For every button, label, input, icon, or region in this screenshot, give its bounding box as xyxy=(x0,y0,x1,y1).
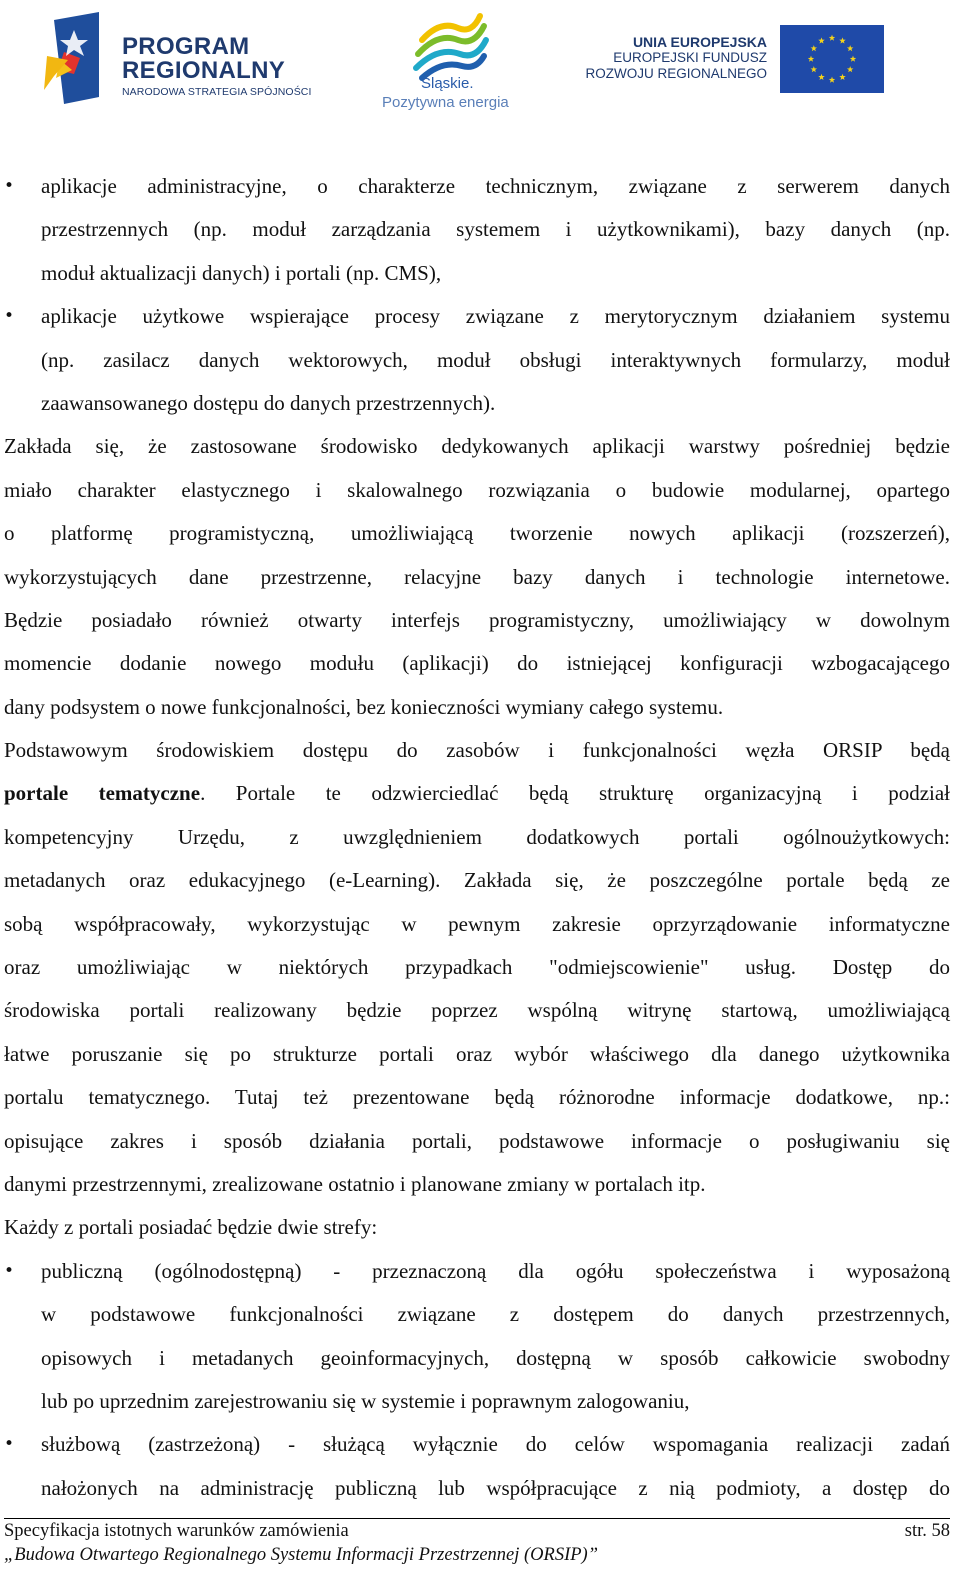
text-line xyxy=(4,1423,950,1466)
line-text: Będzie posiadało również otwarty interfejs programistyczny, umożliwiający w dowolnym xyxy=(4,607,950,632)
text-line xyxy=(4,556,950,599)
line-text: w podstawowe funkcjonalności związane z dostępem do danych przestrzennych, xyxy=(41,1302,950,1327)
footer-project-title: „Budowa Otwartego Regionalnego Systemu Informacji Przestrzennej (ORSIP)” xyxy=(4,1545,598,1565)
bullet-icon: • xyxy=(4,1434,15,1455)
bullet-icon: • xyxy=(4,176,15,196)
page-footer xyxy=(4,1518,950,1567)
text-line xyxy=(4,1293,950,1336)
text-line xyxy=(4,859,950,902)
text-line xyxy=(4,339,950,382)
line-text: służbową (zastrzeżoną) - służącą wyłącznie do celów wspomagania realizacji zadań xyxy=(41,1432,950,1457)
text-line xyxy=(4,1206,950,1249)
line-text: miało charakter elastycznego i skalowalnego rozwiązania o budowie modularnej, opartego xyxy=(4,477,950,502)
line-text: aplikacje użytkowe wspierające procesy związane z merytorycznym działaniem systemu xyxy=(41,304,950,329)
text-line xyxy=(4,1250,950,1293)
eu-fund-label-2: ROZWOJU REGIONALNEGO xyxy=(585,66,767,81)
line-text: opisowych i metadanych geoinformacyjnych, dostępną w sposób całkowicie swobodny xyxy=(41,1345,950,1370)
line-text: o platformę programistyczną, umożliwiającą tworzenie nowych aplikacji (rozszerzeń), xyxy=(4,521,950,546)
text-line xyxy=(4,1380,950,1423)
eu-flag-icon xyxy=(780,25,884,93)
line-text: oraz umożliwiając w niektórych przypadkach "odmiejscowienie" usług. Dostęp do xyxy=(4,955,950,980)
line-text: lub po uprzednim zarejestrowaniu się w systemie i poprawnym zalogowaniu, xyxy=(41,1388,690,1413)
line-text: Podstawowym środowiskiem dostępu do zasobów i funkcjonalności węzła ORSIP będą xyxy=(4,738,950,763)
text-line xyxy=(4,382,950,425)
bold-term: portale tematyczne xyxy=(4,781,201,806)
page-header xyxy=(0,0,960,125)
text-line xyxy=(4,1076,950,1119)
line-text: moduł aktualizacji danych) i portali (np. CMS), xyxy=(41,260,442,285)
line-text: aplikacje administracyjne, o charakterze technicznym, związane z serwerem danych xyxy=(41,174,950,198)
text-line xyxy=(4,946,950,989)
text-line xyxy=(4,772,950,815)
text-line xyxy=(4,989,950,1032)
text-line xyxy=(4,165,950,208)
line-text: sobą współpracowały, wykorzystując w pewnym zakresie oprzyrządowanie informatyczne xyxy=(4,911,950,936)
text-line xyxy=(4,642,950,685)
program-regionalny-text xyxy=(122,35,312,99)
bullet-icon: • xyxy=(4,1260,15,1281)
line-text: zaawansowanego dostępu do danych przestrzennych). xyxy=(41,390,496,415)
line-text: przestrzennych (np. moduł zarządzania systemem i użytkownikami), bazy danych (np. xyxy=(41,217,950,242)
document-body xyxy=(4,165,950,1510)
eu-union-label: UNIA EUROPEJSKA xyxy=(632,34,767,50)
line-text: wykorzystujących dane przestrzenne, relacyjne bazy danych i technologie internetowe. xyxy=(4,564,950,589)
line-text: dany podsystem o nowe funkcjonalności, bez konieczności wymiany całego systemu. xyxy=(4,694,724,719)
text-line xyxy=(4,1033,950,1076)
line-text: środowiska portali realizowany będzie poprzez wspólną witrynę startową, umożliwiającą xyxy=(4,998,950,1023)
line-text: momencie dodanie nowego modułu (aplikacji) do istniejącej konfiguracji wzbogacającego xyxy=(4,651,950,676)
eu-fund-text xyxy=(585,34,767,82)
text-line xyxy=(4,469,950,512)
line-text: (np. zasilacz danych wektorowych, moduł obsługi interaktywnych formularzy, moduł xyxy=(41,347,950,372)
program-title-line2: REGIONALNY xyxy=(122,57,286,84)
line-text: kompetencyjny Urzędu, z uwzględnieniem dodatkowych portali ogólnoużytkowych: xyxy=(4,824,950,849)
line-text: Każdy z portali posiadać będzie dwie strefy: xyxy=(4,1215,378,1240)
program-subtitle: NARODOWA STRATEGIA SPÓJNOŚCI xyxy=(122,86,312,98)
bullet-icon: • xyxy=(4,306,15,327)
text-line xyxy=(4,1163,950,1206)
text-line xyxy=(4,425,950,468)
eu-fund-label: EUROPEJSKI FUNDUSZ xyxy=(613,50,767,65)
line-text: danymi przestrzennymi, zrealizowane ostatnio i planowane zmiany w portalach itp. xyxy=(4,1171,706,1196)
text-line xyxy=(4,1120,950,1163)
text-line xyxy=(4,295,950,338)
slaskie-name: Śląskie. xyxy=(421,75,474,92)
text-line xyxy=(4,729,950,772)
slaskie-tagline: Pozytywna energia xyxy=(382,94,509,111)
text-line xyxy=(4,1467,950,1510)
text-line xyxy=(4,512,950,555)
text-line xyxy=(4,816,950,859)
footer-spec-title: Specyfikacja istotnych warunków zamówienia xyxy=(4,1521,349,1541)
program-title-line1: PROGRAM xyxy=(122,33,250,60)
line-text: nałożonych na administrację publiczną lub współpracujące z nią podmioty, a dostęp do xyxy=(41,1475,950,1500)
text-line xyxy=(4,599,950,642)
text-line xyxy=(4,208,950,251)
text-line xyxy=(4,1337,950,1380)
page-number: str. 58 xyxy=(904,1521,950,1541)
line-text: portalu tematycznego. Tutaj też prezentowane będą różnorodne informacje dodatkowe, np.: xyxy=(4,1085,950,1110)
text-line xyxy=(4,686,950,729)
line-text: opisujące zakres i sposób działania portali, podstawowe informacje o posługiwaniu się xyxy=(4,1128,950,1153)
text-line xyxy=(4,903,950,946)
line-text: . Portale te odzwierciedlać będą strukturę organizacyjną i podział xyxy=(200,781,951,806)
line-text: Zakłada się, że zastosowane środowisko dedykowanych aplikacji warstwy pośredniej będzie xyxy=(4,434,950,459)
text-line xyxy=(4,252,950,295)
line-text: publiczną (ogólnodostępną) - przeznaczoną dla ogółu społeczeństwa i wyposażoną xyxy=(41,1258,950,1283)
line-text: metadanych oraz edukacyjnego (e-Learning). Zakłada się, że poszczególne portale będą ze xyxy=(4,868,950,893)
line-text: łatwe poruszanie się po strukturze portali oraz wybór właściwego dla danego użytkownika xyxy=(4,1041,950,1066)
